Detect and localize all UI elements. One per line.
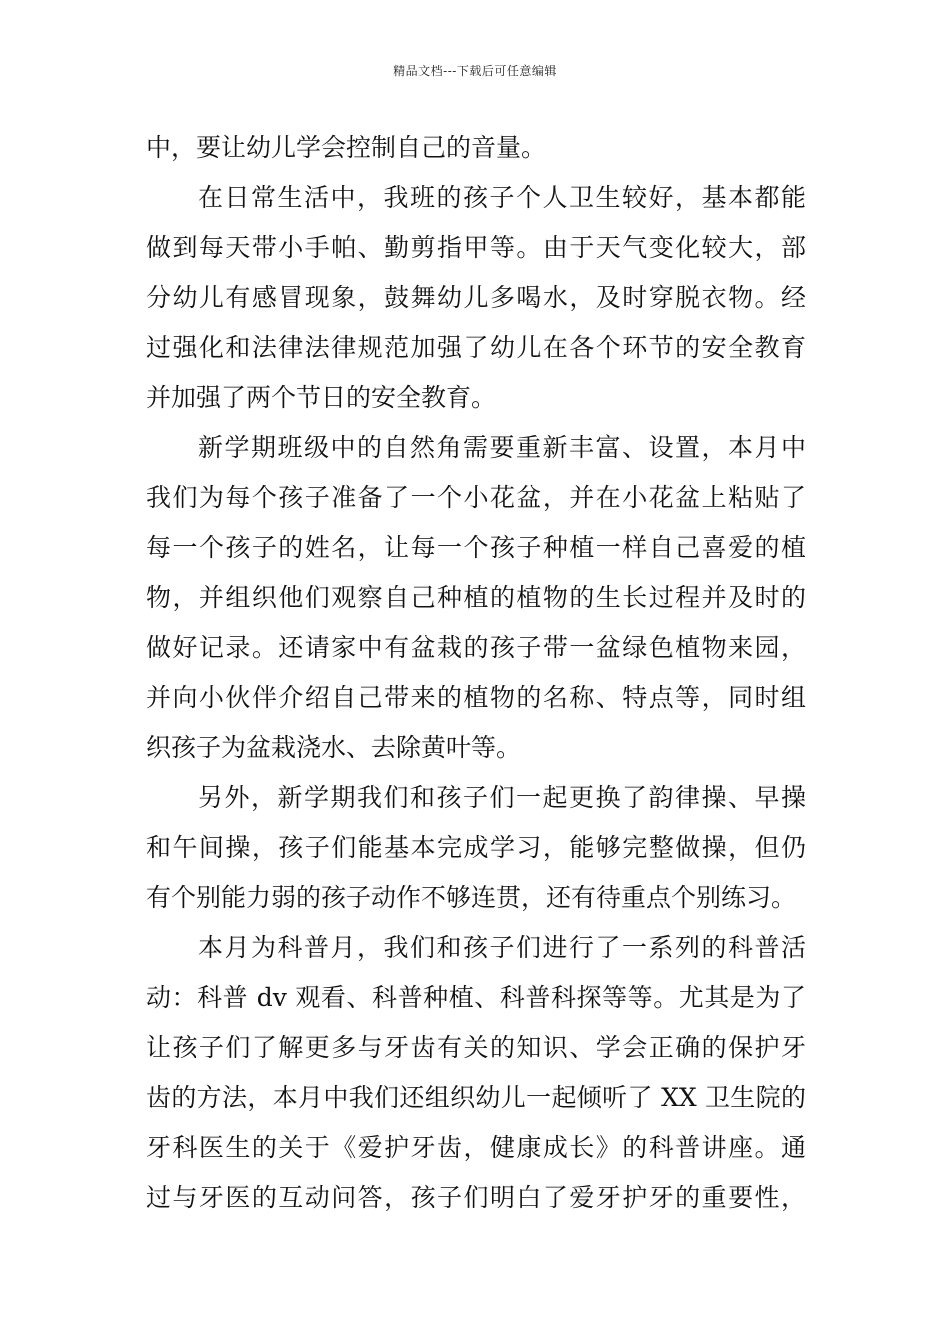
text-line: 并加强了两个节日的安全教育。	[146, 383, 497, 412]
text-line: 过强化和法律法律规范加强了幼儿在各个环节的安全教育	[146, 333, 806, 362]
text-line: 动：科普 dv 观看、科普种植、科普科探等等。尤其是为了	[146, 983, 806, 1012]
text-line: 物，并组织他们观察自己种植的植物的生长过程并及时的	[146, 583, 806, 612]
document-body	[146, 128, 806, 1228]
paragraph-first-line: 本月为科普月，我们和孩子们进行了一系列的科普活	[198, 933, 806, 962]
text-line: 每一个孩子的姓名，让每一个孩子种植一样自己喜爱的植	[146, 533, 806, 562]
page-header: 精品文档---下载后可任意编辑	[393, 64, 557, 78]
text-line: 让孩子们了解更多与牙齿有关的知识、学会正确的保护牙	[146, 1033, 806, 1062]
text-line: 做到每天带小手帕、勤剪指甲等。由于天气变化较大，部	[146, 233, 806, 262]
paragraph-first-line: 新学期班级中的自然角需要重新丰富、设置，本月中	[198, 433, 806, 462]
text-line: 并向小伙伴介绍自己带来的植物的名称、特点等，同时组	[146, 683, 806, 712]
text-line: 过与牙医的互动问答，孩子们明白了爱牙护牙的重要性，	[146, 1183, 806, 1212]
text-line: 牙科医生的关于《爱护牙齿，健康成长》的科普讲座。通	[146, 1133, 806, 1162]
paragraph-first-line: 另外，新学期我们和孩子们一起更换了韵律操、早操	[198, 783, 806, 812]
paragraph-first-line: 在日常生活中，我班的孩子个人卫生较好，基本都能	[198, 183, 806, 212]
text-line: 我们为每个孩子准备了一个小花盆，并在小花盆上粘贴了	[146, 483, 806, 512]
text-line: 织孩子为盆栽浇水、去除黄叶等。	[146, 733, 522, 762]
text-line: 分幼儿有感冒现象，鼓舞幼儿多喝水，及时穿脱衣物。经	[146, 283, 806, 312]
text-line: 齿的方法，本月中我们还组织幼儿一起倾听了 XX 卫生院的	[146, 1083, 806, 1112]
text-line: 中，要让幼儿学会控制自己的音量。	[146, 133, 547, 162]
text-line: 和午间操，孩子们能基本完成学习，能够完整做操，但仍	[146, 833, 806, 862]
text-line: 有个别能力弱的孩子动作不够连贯，还有待重点个别练习。	[146, 883, 797, 912]
text-line: 做好记录。还请家中有盆栽的孩子带一盆绿色植物来园，	[146, 633, 806, 662]
